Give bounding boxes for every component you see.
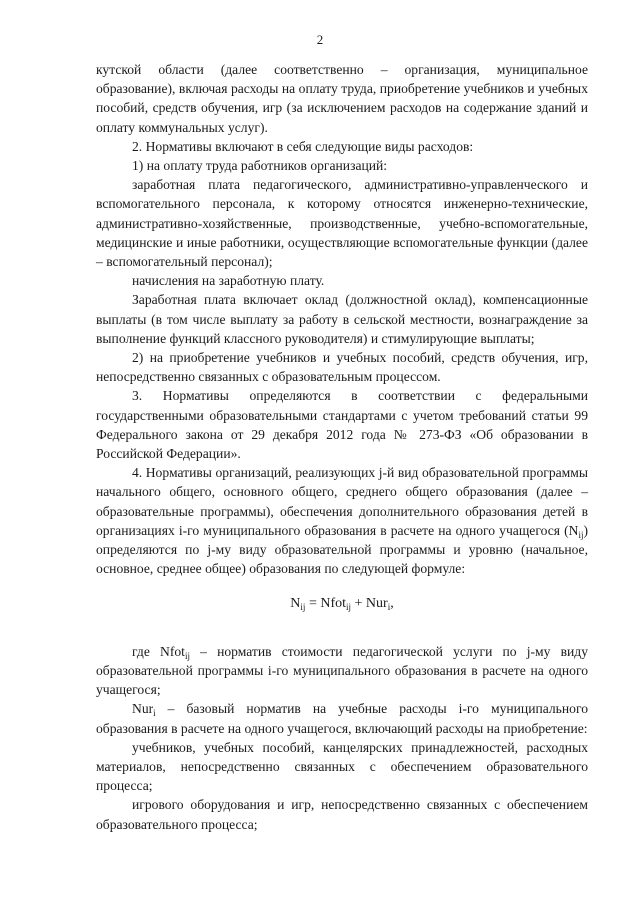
paragraph-accruals: начисления на заработную плату.: [132, 273, 325, 289]
definition-nfot-text: – норматив стоимости педагогической услуги по j-му виду образовательной программы i-го муниципального образования в расчете на одного учащегося;: [96, 643, 588, 698]
formula-lhs-sub: ij: [300, 602, 306, 613]
definition-nfot: [96, 642, 588, 700]
formula-term-2: + Nur: [351, 596, 388, 612]
paragraph-3: 3. Нормативы определяются в соответствии с федеральными государственными образовательными стандартами с учетом требований статьи 99 Федерального закона от 29 декабря 2012 года № 273-ФЗ «Об образовании в Российской Федерации».: [96, 388, 588, 462]
definition-nur-text: – базовый норматив на учебные расходы i-го муниципального образования в расчете на одного учащегося, включающий расходы на приобретение:: [96, 701, 588, 736]
paragraph-4-text-end: ) определяются по j-му виду образовательной программы и уровню (начальное, основное, среднее общее) образования по следующей формуле:: [96, 522, 588, 577]
definition-nfot-sub: ij: [184, 650, 190, 661]
paragraph-salary-staff: заработная плата педагогического, административно-управленческого и вспомогательного персонала, к которому относятся инженерно-технические, административно-хозяйственные, производственные, учебно-вспомогательные, медицинские и иные работники, осуществляющие вспомогательные функции (далее – вспомогательный персонал);: [96, 177, 588, 270]
page-number: 2: [316, 32, 324, 47]
formula-lhs: N: [290, 596, 301, 612]
formula-term-2-sub: i: [387, 602, 391, 613]
paragraph-4-subscript: ij: [578, 529, 584, 540]
paragraph-intro: кутской области (далее соответственно – организация, муниципальное образование), включая расходы на оплату труда, приобретение учебников и учебных пособий, средств обучения, игр (за исключением расходов на содержание зданий и оплату коммунальных услуг).: [96, 62, 588, 135]
paragraph-4-text: 4. Нормативы организаций, реализующих j-й вид образовательной программы начального общего, основного общего, среднего общего образования (далее – образовательные программы), обеспечения дополнительного образования детей в организациях i-го муниципального образования в расчете на одного учащегося (N: [96, 465, 588, 538]
paragraph-2-header: 2. Нормативы включают в себя следующие виды расходов:: [132, 138, 474, 154]
paragraph-salary-composition: Заработная плата включает оклад (должностной оклад), компенсационные выплаты (в том числе выплату за работу в сельской местности, вознаграждение за выполнение функций классного руководителя) и стимулирующие выплаты;: [96, 292, 588, 346]
list-item-game-equipment: игрового оборудования и игр, непосредственно связанных с обеспечением образовательного процесса;: [96, 797, 588, 832]
definition-nur-symbol: Nur: [132, 701, 154, 717]
definition-nfot-symbol: где Nfot: [132, 643, 185, 659]
formula-term-1: = Nfot: [305, 596, 346, 612]
paragraph-2-item-2: 2) на приобретение учебников и учебных пособий, средств обучения, игр, непосредственно связанных с образовательным процессом.: [96, 350, 588, 385]
formula-end: ,: [390, 596, 394, 612]
list-item-textbooks: учебников, учебных пособий, канцелярских принадлежностей, расходных материалов, непосредственно связанных с обеспечением образовательного процесса;: [96, 739, 588, 794]
formula: [96, 594, 588, 613]
formula-term-1-sub: ij: [346, 602, 352, 613]
definition-nur-sub: i: [153, 708, 156, 719]
paragraph-2-item-1: 1) на оплату труда работников организаций:: [132, 158, 388, 174]
paragraph-4: [96, 463, 588, 578]
document-body: [96, 60, 588, 834]
definition-nur: [96, 699, 588, 737]
